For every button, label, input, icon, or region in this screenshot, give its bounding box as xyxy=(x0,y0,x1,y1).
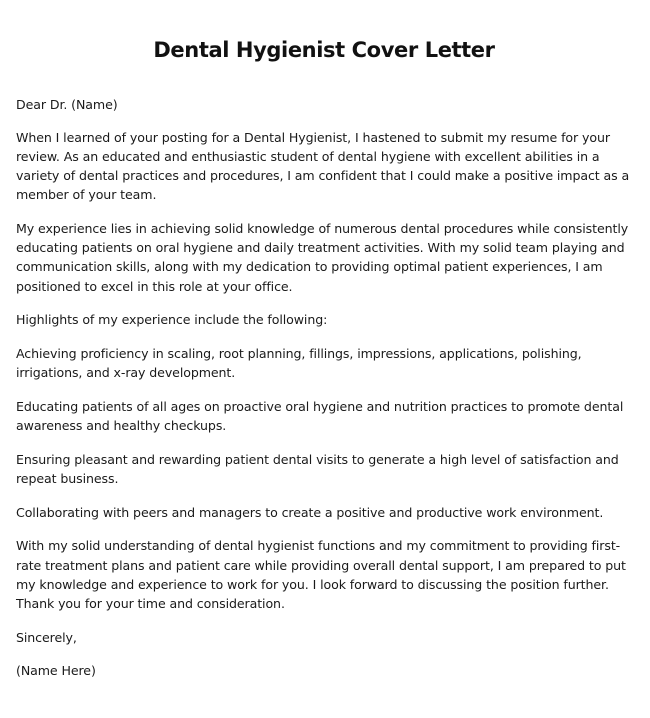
highlight-item: Achieving proficiency in scaling, root planning, fillings, impressions, applications, polishing, irrigations, and x-ray development. xyxy=(16,346,582,381)
highlight-item: Ensuring pleasant and rewarding patient dental visits to generate a high level of satisfaction and repeat business. xyxy=(16,451,619,487)
signature: (Name Here) xyxy=(16,663,96,679)
letter-body xyxy=(16,95,632,681)
salutation: Dear Dr. (Name) xyxy=(16,97,118,112)
paragraph-conclusion: With my solid understanding of dental hygienist functions and my commitment to providing first-rate treatment plans and patient care while providing overall dental support, I am prepared to put my knowledge and experience to work for you. I look forward to discussing the position further. Thank you for your time and consideration. xyxy=(16,538,626,612)
paragraph-experience: My experience lies in achieving solid knowledge of numerous dental procedures while consistently educating patients on oral hygiene and daily treatment activities. With my solid team playing and communication skills, along with my dedication to providing optimal patient experiences, I am positioned to excel in this role at your office. xyxy=(16,221,629,294)
paragraph-highlights-intro: Highlights of my experience include the following: xyxy=(16,312,328,328)
closing: Sincerely, xyxy=(16,629,77,645)
paragraph-intro: When I learned of your posting for a Dental Hygienist, I hastened to submit my resume for your review. As an educated and enthusiastic student of dental hygiene with excellent abilities in a variety of dental practices and procedures, I am confident that I could make a positive impact as a member of your team. xyxy=(16,129,630,203)
page-title: Dental Hygienist Cover Letter xyxy=(153,38,495,62)
highlight-item: Collaborating with peers and managers to create a positive and productive work environment. xyxy=(16,504,604,520)
highlight-item: Educating patients of all ages on proactive oral hygiene and nutrition practices to promote dental awareness and healthy checkups. xyxy=(16,398,624,434)
